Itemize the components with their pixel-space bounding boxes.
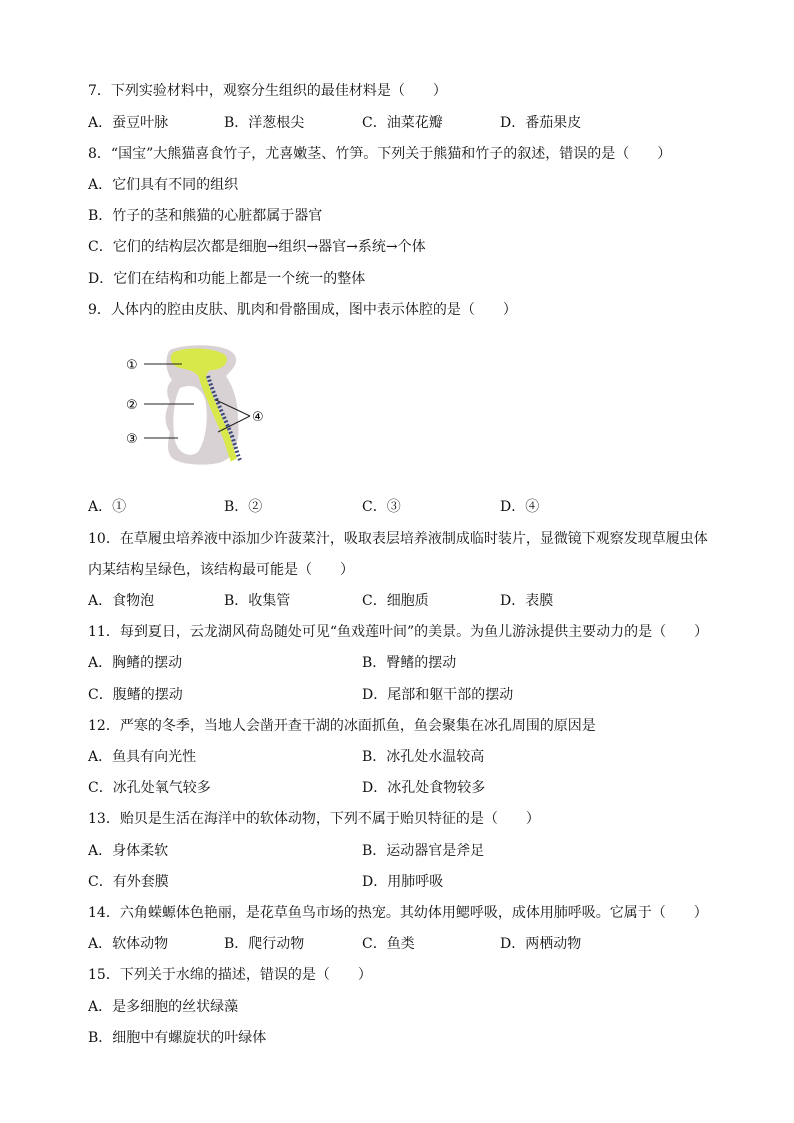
figure-label-2: ② bbox=[126, 398, 138, 413]
q14-stem: 14．六角蝾螈体色艳丽，是花草鱼鸟市场的热宠。其幼体用鳃呼吸，成体用肺呼吸。它属于（ ） bbox=[88, 905, 708, 921]
q14-option-a: A．软体动物 bbox=[88, 936, 169, 952]
figure-label-3: ③ bbox=[126, 432, 138, 447]
q11-option-c: C．腹鳍的摆动 bbox=[88, 687, 183, 703]
q10-option-d: D．表膜 bbox=[500, 593, 554, 609]
body-cavity-region bbox=[173, 386, 206, 455]
q9-option-b: B．② bbox=[224, 499, 263, 515]
q11-option-a: A．胸鳍的摆动 bbox=[88, 655, 183, 671]
q10-option-a: A．食物泡 bbox=[88, 593, 155, 609]
q15-option-b: B．细胞中有螺旋状的叶绿体 bbox=[88, 1030, 267, 1046]
q12-stem: 12．严寒的冬季，当地人会凿开查干湖的冰面抓鱼，鱼会聚集在冰孔周围的原因是 bbox=[88, 718, 596, 734]
q10-stem-line2: 内某结构呈绿色，该结构最可能是（ ） bbox=[88, 562, 354, 578]
q9-option-a: A．① bbox=[88, 499, 127, 515]
figure-label-1: ① bbox=[126, 358, 138, 373]
q13-option-c: C．有外套膜 bbox=[88, 874, 169, 890]
q13-stem: 13．贻贝是生活在海洋中的软体动物，下列不属于贻贝特征的是（ ） bbox=[88, 811, 540, 827]
q7-option-c: C．油菜花瓣 bbox=[362, 115, 443, 131]
q12-option-a: A．鱼具有向光性 bbox=[88, 749, 197, 765]
q10-option-c: C．细胞质 bbox=[362, 593, 429, 609]
q13-option-a: A．身体柔软 bbox=[88, 843, 169, 859]
figure-label-4: ④ bbox=[252, 410, 264, 425]
q9-option-c: C．③ bbox=[362, 499, 401, 515]
q8-option-c: C．它们的结构层次都是细胞→组织→器官→系统→个体 bbox=[88, 239, 426, 255]
q9-stem: 9．人体内的腔由皮肤、肌肉和骨骼围成，图中表示体腔的是（ ） bbox=[88, 302, 517, 318]
q14-option-d: D．两栖动物 bbox=[500, 936, 582, 952]
q10-stem-line1: 10．在草履虫培养液中添加少许菠菜汁，吸取表层培养液制成临时装片，显微镜下观察发现草履虫体 bbox=[88, 531, 708, 547]
q11-option-d: D．尾部和躯干部的摆动 bbox=[362, 687, 514, 703]
q7-option-d: D．番茄果皮 bbox=[500, 115, 582, 131]
body-cavity-svg bbox=[122, 340, 282, 472]
q15-stem: 15．下列关于水绵的描述，错误的是（ ） bbox=[88, 967, 372, 983]
q7-option-b: B．洋葱根尖 bbox=[224, 115, 305, 131]
body-cavity-diagram bbox=[122, 340, 282, 472]
q13-option-b: B．运动器官是斧足 bbox=[362, 843, 485, 859]
q8-stem: 8．“国宝”大熊猫喜食竹子，尤喜嫩茎、竹笋。下列关于熊猫和竹子的叙述，错误的是（ ） bbox=[88, 146, 672, 162]
q14-option-b: B．爬行动物 bbox=[224, 936, 305, 952]
q13-option-d: D．用肺呼吸 bbox=[362, 874, 444, 890]
q11-option-b: B．臀鳍的摆动 bbox=[362, 655, 457, 671]
q9-option-d: D．④ bbox=[500, 499, 540, 515]
q8-option-a: A．它们具有不同的组织 bbox=[88, 177, 239, 193]
q14-option-c: C．鱼类 bbox=[362, 936, 415, 952]
q7-stem: 7．下列实验材料中，观察分生组织的最佳材料是（ ） bbox=[88, 83, 447, 99]
q8-option-d: D．它们在结构和功能上都是一个统一的整体 bbox=[88, 271, 366, 287]
q7-option-a: A．蚕豆叶脉 bbox=[88, 115, 169, 131]
q15-option-a: A．是多细胞的丝状绿藻 bbox=[88, 999, 239, 1015]
q11-stem: 11．每到夏日，云龙湖风荷岛随处可见“鱼戏莲叶间”的美景。为鱼儿游泳提供主要动力的是（ ） bbox=[88, 624, 709, 640]
q10-option-b: B．收集管 bbox=[224, 593, 291, 609]
q12-option-c: C．冰孔处氧气较多 bbox=[88, 780, 211, 796]
q12-option-d: D．冰孔处食物较多 bbox=[362, 780, 486, 796]
q8-option-b: B．竹子的茎和熊猫的心脏都属于器官 bbox=[88, 208, 323, 224]
q12-option-b: B．冰孔处水温较高 bbox=[362, 749, 485, 765]
